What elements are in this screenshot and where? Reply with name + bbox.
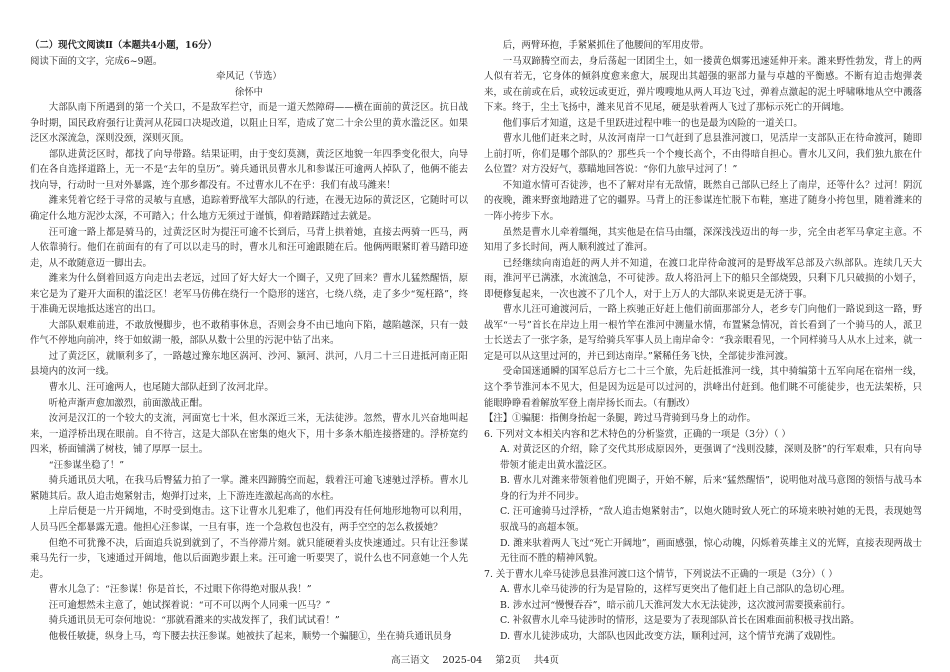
footer-subject: 高三语文 [390,655,430,666]
paragraph: 他们事后才知道，这是千里跃进过程中唯一的也是最为凶险的一道关口。 [502,117,803,129]
paragraph: 不知道水情可否徒涉，也不了解对岸有无敌情，既然自己部队已经上了南岸，还等什么？过河！阴沉的夜晚，潍来野蛮地踏进了它的疆界。马背上的汪参谋连忙脱下布鞋，塞进了随身小挎包里，随着潍来的一阵小挎步下水。 [484,179,922,223]
paragraph: 骑兵通讯员无可奈何地说：“那就看潍来的实战发挥了，我们试试看！” [48,615,340,627]
footer-date: 2025-04 [442,655,483,666]
left-column [30,38,468,644]
page-footer [0,652,950,666]
footnote: 【注】①骗腿：指侧身抬起一条腿，跨过马背骑到马身上的动作。 [484,413,756,425]
paragraph: 受命国迷通瞬的国军总后方七二十三个旅，先后赶抵淮河一线，其中骑编第十五军向尾在宿州一线，这个季节淮河本不见大，但是因为远是可以过河的，洪峰出付赶到。他们眺不可能徒步，也无法架桥，只能眼睁睁看着解放军登上南岸扬长而去。（有删改） [484,366,922,409]
paragraph: 虽然是曹水儿牵着缰绳，其实他是在信马由缰，深深浅浅迈出的每一步，完全由老军马拿定主意。不知用了多长时间，两人顺利渡过了淮河。 [484,226,922,254]
article-title: 牵风记（节选） [216,71,282,83]
article-body-right [484,38,922,411]
questions [484,427,922,645]
question-option: A. 对黄泛区的介绍，除了交代其形成原因外，更强调了“浅则没膝，深则及脐”的行军艰难，只有向导带领才能走出黄水滥泛区。 [500,444,922,471]
question-option: B. 涉水过河“慢慢吞吞”，暗示前几天淮河发大水无法徒涉，这次渡河需要摸索前行。 [500,599,851,611]
paragraph: 已经继续向南追赶的两人并不知道，在渡口北岸待命渡河的是野战军总部及六纵部队。连续几天大雨，淮河平已满涨，水流汹急，不可徒涉。敌人将沿河上下的船只全部烧毁，只剩下几只破损的小划子，即便修复起来，一次也渡不了几个人，对于上万人的大部队来说更是无济于事。 [484,257,922,300]
paragraph: 曹水儿他们赶来之时，从汝河南岸一口气赶到了息县淮河渡口，见活岸一支部队正在待命渡河，随即上前打听，你们是哪个部队的？那些兵一个个瘦长高个，不由得暗自担心。曹水儿又问，我们独九旅在什么位置？对方没好气，慕瞄地回答说：“你们九旅早过河了！” [484,133,922,176]
instruction: 阅读下面的文字，完成6~9题。 [30,55,163,67]
paragraph: 潍来凭着它经于寻常的灵敏与直感，追踪着野战军大部队的行迹，在漫无边际的黄泛区，它随时可以确定什么地方泥沙太深，不可踏入；什么地方无须过于谨慎，仰着踏踩踏过去就是。 [30,195,468,223]
paragraph: 汪可逾想然未主意了，她试探着说：“可不可以两个人同乘一匹马？” [48,599,331,611]
question-option: B. 曹水儿对潍来带领着他们兜圈子，开始不解，后来“猛然醒悟”，说明他对战马意图的领悟与战马本身的行为并不同步。 [500,475,922,502]
article-author: 徐怀中 [234,86,264,98]
section-title: （二）现代文阅读Ⅱ（本题共4小题，16分） [30,40,217,51]
question-option: C. 汪可逾骑马过浮桥，“敌人追击炮紧射击”，以炮火随时致人死亡的环境来映衬她的无畏，表现她驾驭战马的高超本领。 [500,506,922,533]
paragraph: 部队进黄泛区时，都找了向导带路。结果证明，由于变幻莫测，黄泛区地貌一年四季变化很大，向导们在各自选择道路上，无一不是“去年的皇历”。骑兵通讯员曹水儿和参谋汪可逾两人掉队了，他俩不能去找向导，行动时一旦对外暴露，连个那乡都没有。不过曹水儿不在乎：我们有战马潍来！ [30,148,468,191]
question-option: C. 补叙曹水儿牵马徒涉时的情形，这是要为了表现部队首长在困难面前积极寻找出路。 [500,615,860,627]
paragraph: 过了黄泛区，就顺利多了，一路越过豫东地区涡河、沙河、颍河、洪河，八月二十三日进抵河南正阳县境内的汝河一线。 [30,350,468,378]
paragraph: 后，两臂环抱，手紧紧抓住了他腰间的军用皮带。 [502,40,710,51]
question-option: D. 曹水儿徒涉成功，大部队也因此改变方法，顺利过河，这个情节充满了戏剧性。 [500,630,842,642]
paragraph: 一马双蹄腾空而去，身后荡起一团团尘土，如一搂黄色烟雾迅速延伸开来。潍来野性勃发，背上的两人似有若无，它身体的倾斜度愈来愈大，展现出其超强的驱部力量与卓越的平衡感。不断有迫击炮弹袭来，或在前或在后，或较远或更近，弹片嗖嗖地从两人耳边飞过，弹着点激起的泥土呼啸咻地从空中溅落下来。终于，尘土飞扬中，潍来见首不见尾，硬是驮着两人飞过了那标示死亡的开阔地。 [484,55,922,114]
question-option: D. 潍来驮着两人飞过“死亡开阔地”，画面感强，惊心动魄，闪烁着英雄主义的光辉，直接表现两战士无往而不胜的精神风貌。 [500,537,922,565]
paragraph: 汝河是汉江的一个较大的支流，河面宽七十米，但水深近三米，无法徒涉。忽然，曹水儿兴奋地叫起来，一道浮桥出现在眼前。自不待言，这是大部队在密集的炮火下，用十多条木船连接搭建的。浮桥宽约四米，桥面铺满了树枝，铺了厚厚一层土。 [30,413,468,456]
question-stem: 6. 下列对文本相关内容和艺术特色的分析鉴赏，正确的一项是（3分）（ ） [484,428,791,440]
paragraph: 潍来为什么倒着回返方向走出去老远，过回了好大好大一个圈子，又兜了回来？曹水儿猛然醒悟，原来它是为了避开大面积的滥泛区！老军马仿佛在绕行一个隐形的迷宫，七绕八绕，走了多少“冤枉路”，终于准确无误地抵达迷宫的出口。 [30,273,468,316]
footer-total: 共4页 [533,655,560,666]
footer-page: 第2页 [495,655,521,666]
paragraph: 曹水儿急了：“汪参谋！你是首长，不过眼下你得绝对服从我！” [48,584,312,596]
paragraph: 骑兵通讯员大吼，在我马后臀猛力拍了一掌。潍来四蹄腾空而起，载着汪可逾飞速驰过浮桥。曹水儿紧随其后。敌人追击炮紧射击，炮弹打过来，上下游连连激起高高的水柱。 [30,475,468,502]
paragraph: 曹水儿汪可逾渡河后，一路上疾驰正好赶上他们前面那部分人，老乡专门向他们一路说到这一路，野战军“一号”首长在岸边上用一根竹竿在淮河中测量水情，布置紧急情况，首长看到了一个骑马的人，派卫士长送去了一张字条，是写给骑兵军事人员上南岸命令：“我亲眼看见，一个同样骑马人从水上过来，就一定是可以从这里过河的，并已到达南岸。”紧稀任务飞快，全部徒步淮河渡。 [484,304,922,362]
paragraph: 但绝不可犹豫不决，后面追兵说到就到了，不当停滞片刻。就只能硬着头皮快速通过。只有让汪参谋乘马先行一步，飞速通过开阔地，他以后面跑步跟上来。汪可逾一听要哭了，说什么也不同意她一个人先走。 [30,537,468,580]
question-option: A. 曹水儿牵马徒涉的行为是冒险的，这样写更突出了他们赶上自己部队的急切心理。 [500,584,851,596]
paragraph: “汪参谋坐稳了！” [48,459,125,471]
paragraph: 汪可逾一路上都是骑马的，过黄泛区时为提汪可逾不长到后，马背上拱着她，直接去两骑一匹马，两人依靠骑行。他们在前面有的有了可以以走马的时，曹水儿和汪可逾跟随在后。他俩两眼紧盯着马踏印迹走，从不敢随意迈一脚出去。 [30,226,468,269]
paragraph: 大部队南下所遇到的第一个关口，不是敌军拦守，而是一道天然障碍——横在面前的黄泛区。抗日战争时期，国民政府强行让黄河从花园口决堤改道，以阻止日军，造成了宽二十余公里的黄水滥泛区。如果泛区水深流急，深则没颈，深则灭顶。 [30,102,468,145]
question-stem: 7. 关于曹水儿牵马徒涉息县淮河渡口这个情节，下列说法不正确的一项是（3分）（ ） [484,568,838,580]
right-column [484,38,922,644]
paragraph: 上岸后便是一片开阔地，不时受到炮击。这下让曹水儿犯难了，他们再没有任何地形地物可以利用，人员马匹全都暴露无遗。他担心汪参谋，一旦有事，连一个急救包也没有，两手空空的怎么救援她？ [30,506,468,533]
paragraph: 他极任敏捷，纵身上马，弯下腰去扶汪参谋。她被扶了起来，顺势一个骗腿①，坐在骑兵通讯员身 [48,630,452,642]
paragraph: 曹水儿、汪可逾两人，也尾随大部队赶到了汝河北岸。 [48,382,274,394]
paragraph: 大部队艰难前进，不敢放慢脚步，也不敢稍事休息，否则会身不由已地向下陷，越陷越深，只有一鼓作气不停地向前冲，终于如蚁湖一般，部队从数十公里的污泥中钻了出来。 [30,319,468,347]
paragraph: 听枪声渐声愈加激烈，前面激战正酣。 [48,397,209,409]
article-body-left [30,100,468,644]
